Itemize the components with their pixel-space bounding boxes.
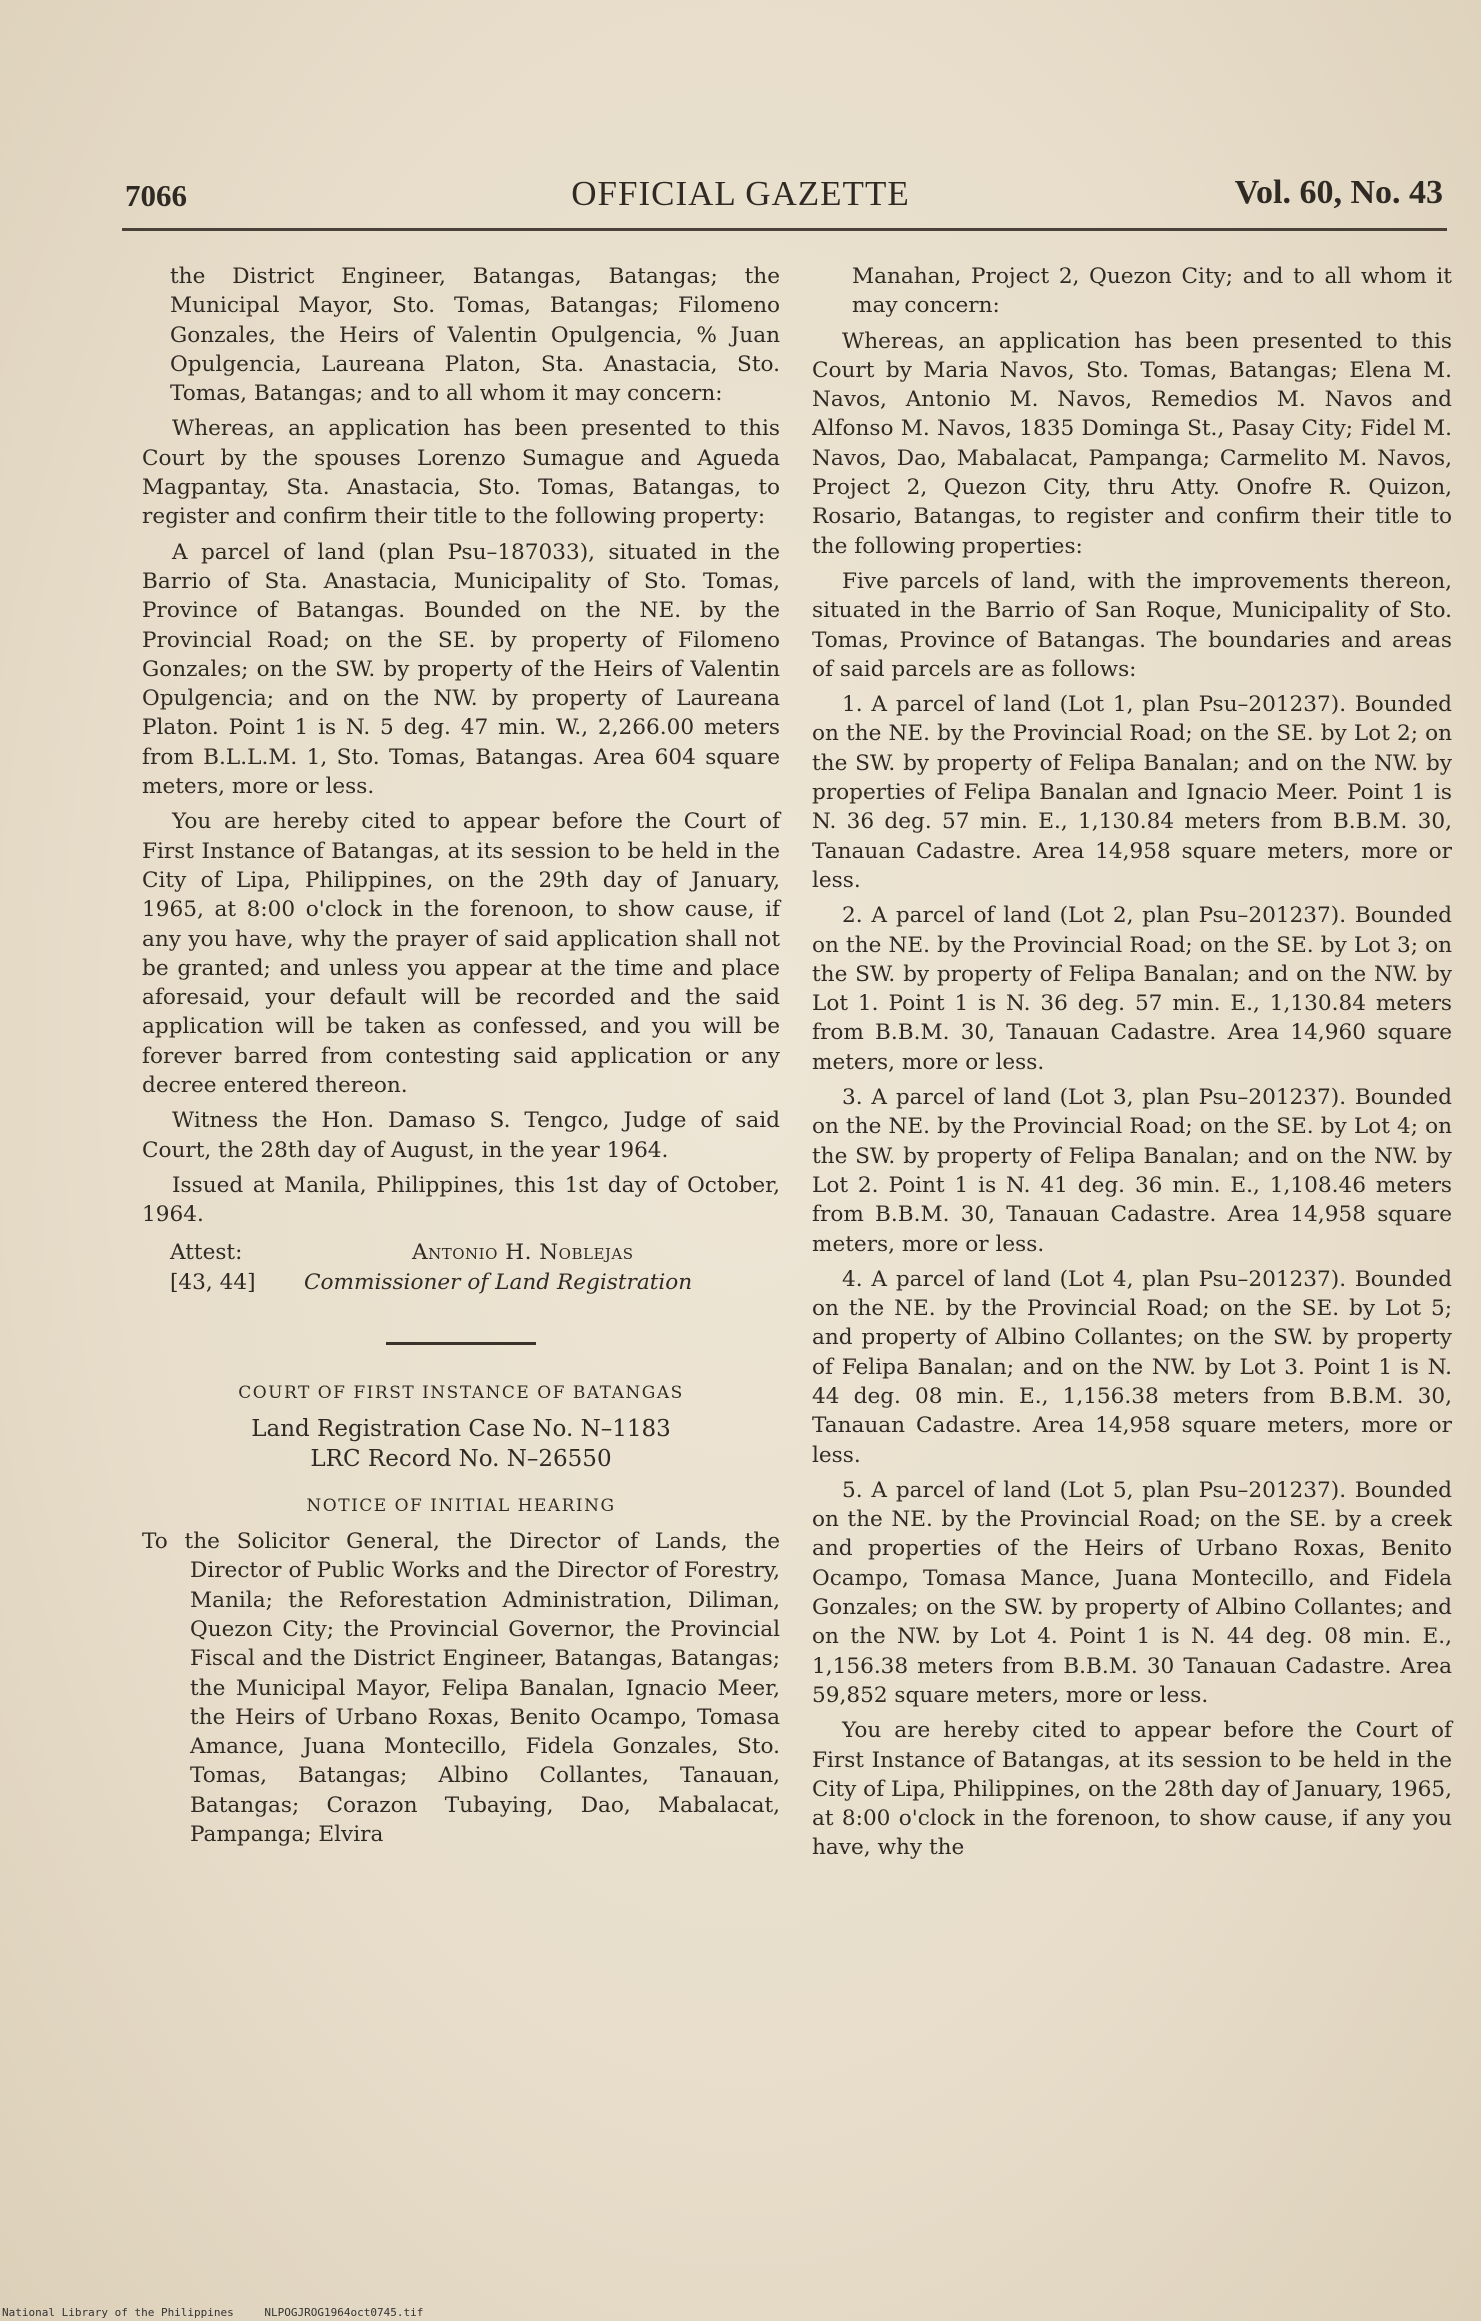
witness-paragraph: Witness the Hon. Damaso S. Tengco, Judge of said Court, the 28th day of August, in the year 1964. [142,1108,780,1163]
addressee-continuation: the District Engineer, Batangas, Batangas; the Municipal Mayor, Sto. Tomas, Batangas; Filomeno Gonzales, the Heirs of Valentin Opulgencia, % Juan Opulgencia, Laureana Platon, Sta. Anastacia, Sto. Tomas, Batangas; and to all whom it may concern: [170,264,780,407]
lot-3-description: 3. A parcel of land (Lot 3, plan Psu–201237). Bounded on the NE. by the Provincial Road; on the SE. by Lot 4; on the SW. by property of Felipa Banalan; and on the NW. by Lot 2. Point 1 is N. 41 deg. 36 min. E., 1,108.46 meters from B.B.M. 30, Tanauan Cadastre. Area 14,958 square meters, more or less. [812,1085,1452,1257]
attest-title: Commissioner of Land Registration [304,1269,693,1295]
left-column [142,262,780,1855]
case-number: Land Registration Case No. N–1183 [251,1415,671,1442]
whereas-paragraph: Whereas, an application has been presented to this Court by the spouses Lorenzo Sumague and Agueda Magpantay, Sta. Anastacia, Sto. Tomas, Batangas, to register and confirm their title to the following property: [142,416,780,530]
whereas-paragraph-right: Whereas, an application has been presented to this Court by Maria Navos, Sto. Tomas, Batangas; Elena M. Navos, Antonio M. Navos, Remedios M. Navos and Alfonso M. Navos, 1835 Dominga St., Pasay City; Fidel M. Navos, Dao, Mabalacat, Pampanga; Carmelito M. Navos, Project 2, Quezon City, thru Atty. Onofre R. Quizon, Rosario, Batangas, to register and confirm their title to the following properties: [812,328,1452,559]
section-divider [386,1342,536,1345]
page-number: 7066 [125,178,187,213]
notice-heading: NOTICE OF INITIAL HEARING [306,1495,616,1516]
lot-2-description: 2. A parcel of land (Lot 2, plan Psu–201237). Bounded on the NE. by the Provincial Road; on the SE. by Lot 3; on the SW. by property of Felipa Banalan; and on the NW. by Lot 1. Point 1 is N. 36 deg. 57 min. E., 1,130.84 meters from B.B.M. 30, Tanauan Cadastre. Area 14,960 square meters, more or less. [812,903,1452,1075]
publication-title: OFFICIAL GAZETTE [571,174,910,213]
parcel-description: A parcel of land (plan Psu–187033), situated in the Barrio of Sta. Anastacia, Municipality of Sto. Tomas, Province of Batangas. Bounded on the NE. by the Provincial Road; on the SE. by property of Filomeno Gonzales; on the SW. by property of the Heirs of Valentin Opulgencia; and on the NW. by property of Laureana Platon. Point 1 is N. 5 deg. 47 min. W., 2,266.00 meters from B.L.L.M. 1, Sto. Tomas, Batangas. Area 604 square meters, more or less. [142,539,780,800]
scan-footer [2,2306,447,2319]
attest-reference: [43, 44] [170,1269,256,1295]
lot-1-description: 1. A parcel of land (Lot 1, plan Psu–201237). Bounded on the NE. by the Provincial Road; on the SE. by Lot 2; on the SW. by property of Felipa Banalan; and on the NW. by properties of Felipa Banalan and Ignacio Meer. Point 1 is N. 36 deg. 57 min. E., 1,130.84 meters from B.B.M. 30, Tanauan Cadastre. Area 14,958 square meters, more or less. [812,692,1452,893]
volume-number: Vol. 60, No. 43 [1234,174,1443,211]
scan-filename: NLPOGJROG1964oct0745.tif [264,2306,424,2319]
page-header [0,170,1481,220]
court-heading: COURT OF FIRST INSTANCE OF BATANGAS [238,1382,684,1403]
lrc-record-number: LRC Record No. N–26550 [310,1445,612,1472]
library-credit: National Library of the Philippines [2,2306,234,2319]
lot-5-description: 5. A parcel of land (Lot 5, plan Psu–201237). Bounded on the NE. by the Provincial Road; on the SE. by a creek and properties of the Heirs of Urbano Roxas, Benito Ocampo, Tomasa Mance, Juana Montecillo, and Fidela Gonzales; on the SW. by property of Albino Collantes; and on the NW. by Lot 4. Point 1 is N. 44 deg. 08 min. E., 1,156.38 meters from B.B.M. 30 Tanauan Cadastre. Area 59,852 square meters, more or less. [812,1477,1452,1708]
citation-paragraph-right: You are hereby cited to appear before the Court of First Instance of Batangas, at its session to be held in the City of Lipa, Philippines, on the 28th day of January, 1965, at 8:00 o'clock in the forenoon, to show cause, if any you have, why the [812,1718,1452,1861]
issued-paragraph: Issued at Manila, Philippines, this 1st day of October, 1964. [142,1172,780,1228]
parcels-intro: Five parcels of land, with the improvements thereon, situated in the Barrio of San Roque, Municipality of Sto. Tomas, Province of Batangas. The boundaries and areas of said parcels are as follows: [812,568,1452,682]
addressee-block: To the Solicitor General, the Director of Lands, the Director of Public Works and the Director of Forestry, Manila; the Reforestation Administration, Diliman, Quezon City; the Provincial Governor, the Provincial Fiscal and the District Engineer, Batangas, Batangas; the Municipal Mayor, Felipa Banalan, Ignacio Meer, the Heirs of Urbano Roxas, Benito Ocampo, Tomasa Amance, Juana Montecillo, Fidela Gonzales, Sto. Tomas, Batangas; Albino Collantes, Tanauan, Batangas; Corazon Tubaying, Dao, Mabalacat, Pampanga; Elvira [142,1529,780,1848]
attestation-block [142,1238,780,1302]
case-numbers [142,1414,780,1474]
attest-name: Antonio H. Noblejas [412,1239,634,1265]
addressee-continuation-right: Manahan, Project 2, Quezon City; and to all whom it may concern: [852,264,1452,319]
citation-paragraph: You are hereby cited to appear before the Court of First Instance of Batangas, at its session to be held in the City of Lipa, Philippines, on the 29th day of January, 1965, at 8:00 o'clock in the forenoon, to show cause, if any you have, why the prayer of said application shall not be granted; and unless you appear at the time and place aforesaid, your default will be recorded and the said application will be taken as confessed, and you will be forever barred from contesting said application or any decree entered thereon. [142,809,780,1099]
right-column [812,262,1452,1869]
lot-4-description: 4. A parcel of land (Lot 4, plan Psu–201237). Bounded on the NE. by the Provincial Road; on the SE. by Lot 5; and property of Albino Collantes; on the SW. by property of Felipa Banalan; and on the NW. by Lot 3. Point 1 is N. 44 deg. 08 min. E., 1,156.38 meters from B.B.M. 30, Tanauan Cadastre. Area 14,958 square meters, more or less. [812,1266,1452,1468]
attest-label: Attest: [170,1239,243,1265]
header-rule [122,228,1447,231]
